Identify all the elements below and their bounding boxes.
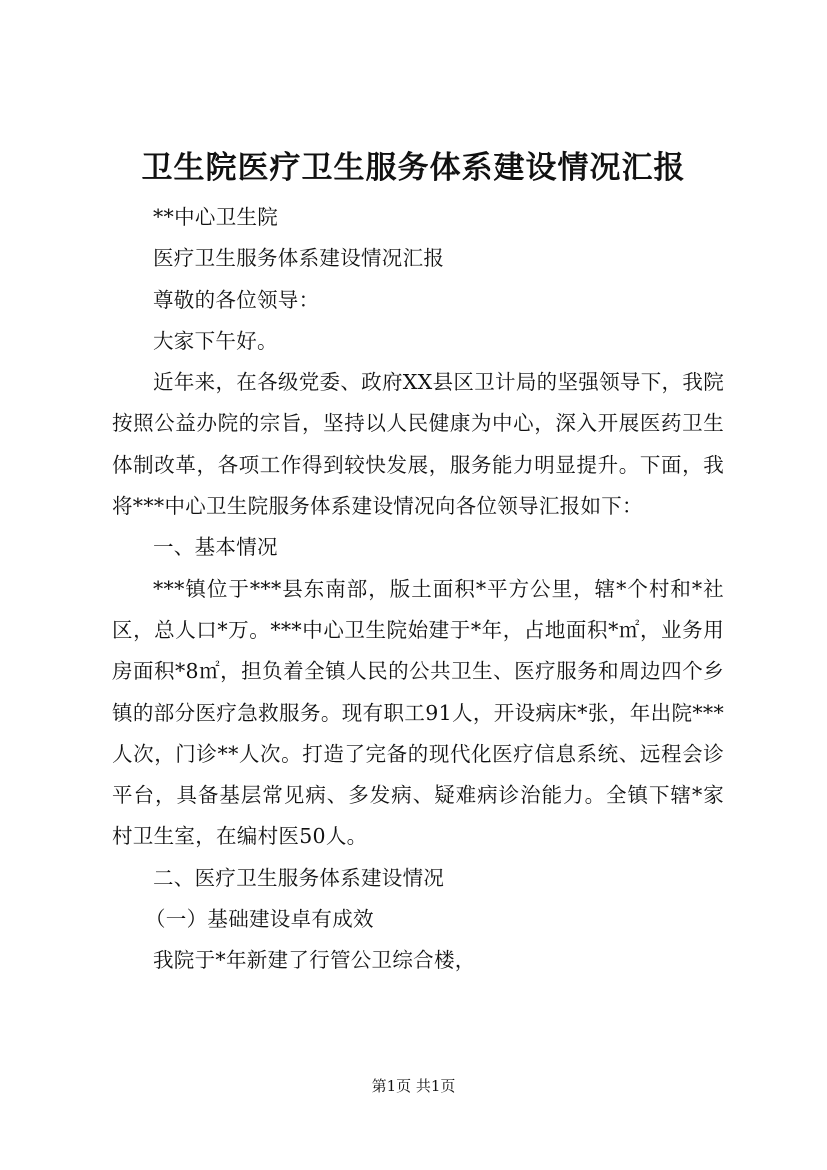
paragraph-greeting: 大家下午好。 bbox=[153, 328, 278, 353]
document-body bbox=[112, 197, 724, 982]
paragraph-report-title: 医疗卫生服务体系建设情况汇报 bbox=[153, 246, 445, 271]
paragraph-hospital-name: **中心卫生院 bbox=[153, 205, 279, 229]
paragraph-salutation: 尊敬的各位领导： bbox=[153, 287, 320, 312]
subsection-heading-infrastructure: （一）基础建设卓有成效 bbox=[145, 907, 374, 932]
document-title: 卫生院医疗卫生服务体系建设情况汇报 bbox=[141, 150, 686, 186]
page-footer: 第1页 共1页 bbox=[371, 1077, 456, 1095]
section-heading-basic-situation: 一、基本情况 bbox=[153, 535, 278, 560]
paragraph-introduction: 近年来，在各级党委、政府XX县区卫计局的坚强领导下，我院按照公益办院的宗旨，坚持以人民健康为中心，深入开展医药卫生体制改革，各项工作得到较快发展，服务能力明显提升。下面，我将***中心卫生院服务体系建设情况向各位领导汇报如下： bbox=[112, 370, 724, 519]
section-heading-service-system: 二、医疗卫生服务体系建设情况 bbox=[153, 865, 445, 890]
paragraph-infrastructure: 我院于*年新建了行管公卫综合楼， bbox=[153, 948, 476, 973]
paragraph-basic-situation: ***镇位于***县东南部，版土面积*平方公里，辖*个村和*社区，总人口*万。***中心卫生院始建于*年，占地面积*㎡，业务用房面积*8㎡，担负着全镇人民的公共卫生、医疗服务和周边四个乡镇的部分医疗急救服务。现有职工91人，开设病床*张，年出院***人次，门诊**人次。打造了完备的现代化医疗信息系统、远程会诊平台，具备基层常见病、多发病、疑难病诊治能力。全镇下辖*家村卫生室，在编村医50人。 bbox=[112, 576, 724, 849]
